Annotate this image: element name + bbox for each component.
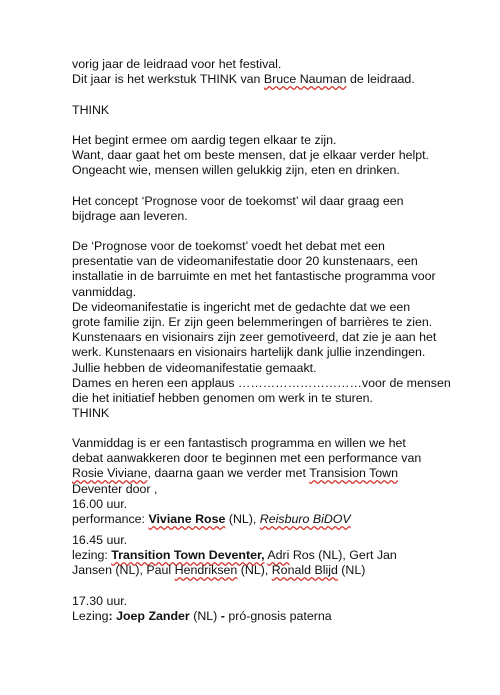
spellcheck-word: Hendriksen — [174, 563, 238, 578]
text-line — [72, 548, 492, 563]
think-heading-2 — [72, 406, 492, 421]
paragraph-kindness — [72, 133, 492, 179]
intro-paragraph — [72, 57, 492, 87]
spellcheck-word: Ronald Blijd — [271, 563, 338, 578]
text-span: (NL), — [237, 563, 272, 578]
speaker-name: : Joep Zander — [108, 609, 190, 624]
text-line: THINK — [72, 103, 110, 117]
text-span: pró-gnosis paterna — [224, 609, 332, 624]
text-line — [72, 609, 492, 624]
text-line — [72, 466, 492, 481]
text-line — [72, 512, 492, 527]
text-line: Kunstenaars en visionairs zijn zeer gemotiveerd, dat zie je aan het — [72, 330, 437, 345]
text-span: , daarna gaan we verder met — [147, 466, 310, 481]
text-line: presentatie van de videomanifestatie door 20 kunstenaars, een — [72, 254, 418, 269]
text-span: de leidraad. — [346, 72, 415, 87]
think-heading-1 — [72, 103, 492, 118]
spellcheck-word: Transision Town — [309, 466, 399, 481]
text-span: lezing: — [72, 548, 112, 563]
text-line: bijdrage aan leveren. — [72, 209, 188, 224]
paragraph-lezing-2 — [72, 594, 492, 624]
performance-title: Reisburo BiDOV — [259, 512, 351, 527]
text-span: Ros (NL), Gert Jan — [289, 548, 397, 563]
text-line: Jullie hebben de videomanifestatie gemaakt. — [72, 360, 317, 375]
text-line: Dames en heren een applaus …………………………voor de mensen — [72, 375, 451, 390]
paragraph-program — [72, 436, 492, 527]
text-span: Jansen (NL), Paul — [72, 563, 175, 578]
text-span: (NL), — [225, 512, 260, 527]
text-line — [72, 72, 492, 87]
text-line: vorig jaar de leidraad voor het festival. — [72, 57, 282, 71]
time-label: 16.45 uur. — [72, 533, 128, 547]
text-line: Want, daar gaat het om beste mensen, dat je elkaar verder helpt. — [72, 148, 430, 163]
speaker-org: Transition Town Deventer, — [111, 548, 265, 563]
text-line: Ongeacht wie, mensen willen gelukkig zijn, eten en drinken. — [72, 163, 400, 178]
text-span: performance: — [72, 512, 149, 527]
text-span: (NL) — [337, 563, 366, 578]
text-line: THINK — [72, 406, 110, 420]
text-line: Vanmiddag is er een fantastisch programma en willen we het — [72, 436, 406, 450]
text-span: - — [220, 609, 225, 624]
text-span: (NL) — [189, 609, 221, 624]
paragraph-prognose — [72, 239, 492, 406]
text-line: die het initiatief hebben genomen om werk in te sturen. — [72, 391, 373, 406]
time-label: 17.30 uur. — [72, 594, 128, 608]
text-line — [72, 563, 492, 578]
text-line: Deventer door , — [72, 481, 158, 496]
paragraph-concept — [72, 194, 492, 224]
text-line: installatie in de barruimte en met het fantastische programma voor — [72, 269, 436, 284]
spellcheck-word: Adri — [267, 548, 290, 563]
text-line: Het begint ermee om aardig tegen elkaar te zijn. — [72, 133, 337, 147]
spellcheck-word: Rosie Viviane — [72, 466, 148, 481]
paragraph-lezing-1 — [72, 533, 492, 579]
text-line: Het concept ‘Prognose voor de toekomst’ wil daar graag een — [72, 194, 404, 208]
text-line: werk. Kunstenaars en visionairs hartelijk dank jullie inzendingen. — [72, 345, 426, 360]
text-span: Dit jaar is het werkstuk THINK van — [72, 72, 264, 87]
text-line: grote familie zijn. Er zijn geen belemmeringen of barrières te zien. — [72, 315, 433, 330]
performer-name: Viviane Rose — [148, 512, 226, 527]
text-span: Lezing — [72, 609, 109, 624]
text-line: vanmiddag. — [72, 284, 137, 299]
text-line: De ‘Prognose voor de toekomst’ voedt het debat met een — [72, 239, 385, 253]
text-line: debat aanwakkeren door te beginnen met een performance van — [72, 451, 422, 466]
time-label: 16.00 uur. — [72, 496, 128, 511]
text-line: De videomanifestatie is ingericht met de gedachte dat we een — [72, 299, 411, 314]
spellcheck-word: Bruce Nauman — [263, 72, 347, 87]
